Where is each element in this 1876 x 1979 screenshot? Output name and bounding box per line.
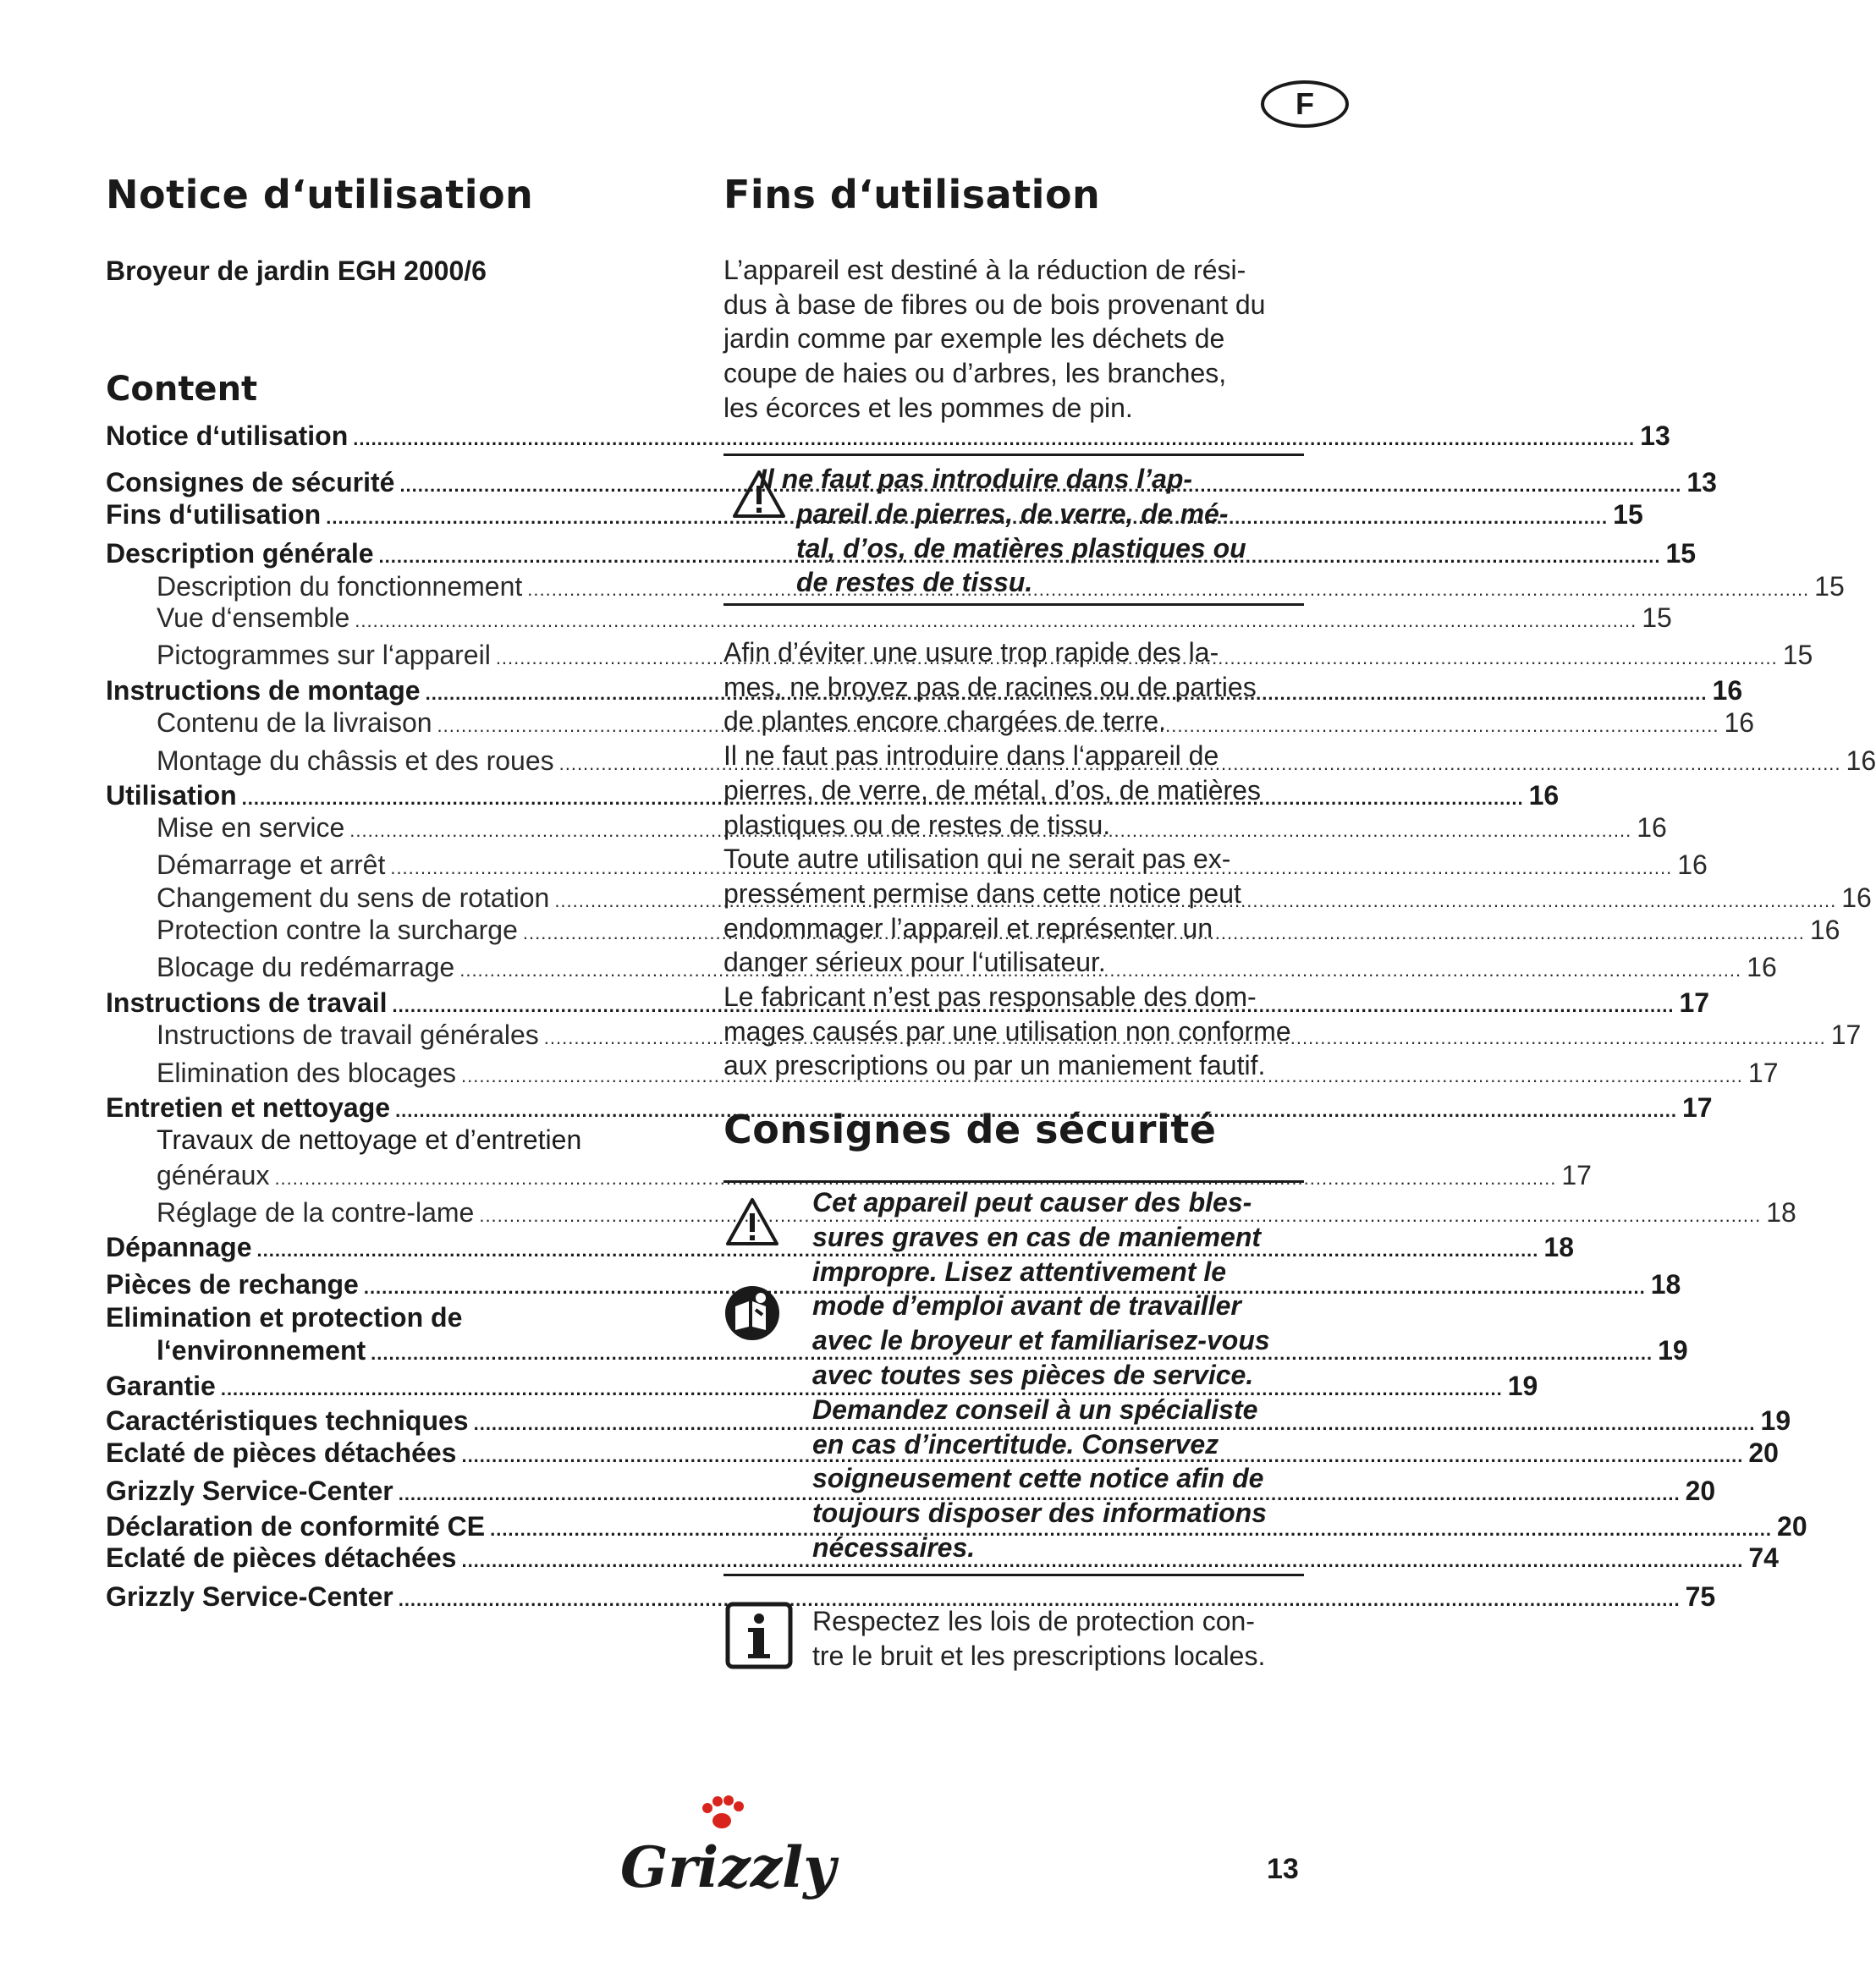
toc-entry-page: 16 <box>1724 707 1755 738</box>
toc-entry-label: Changement du sens de rotation <box>157 882 550 913</box>
toc-entry-label: Réglage de la contre-lame <box>157 1197 475 1228</box>
toc-entry-label: Caractéristiques techniques <box>106 1405 469 1436</box>
text-line: en cas d’incertitude. Conservez <box>812 1428 1219 1460</box>
toc-entry-label: Contenu de la livraison <box>157 707 432 738</box>
toc-entry-page: 16 <box>1747 952 1777 982</box>
info-noise-laws <box>812 1604 1265 1673</box>
toc-entry-page: 20 <box>1777 1511 1807 1542</box>
text-line: mode d’emploi avant de travailler <box>812 1290 1241 1322</box>
toc-entry-page: 16 <box>1528 780 1560 811</box>
page-number: 13 <box>1267 1853 1299 1885</box>
text-line: sures graves en cas de maniement <box>812 1221 1262 1252</box>
toc-entry[interactable] <box>106 1092 1713 1126</box>
product-subtitle: Broyeur de jardin EGH 2000/6 <box>106 256 487 286</box>
toc-entry-label: Pièces de rechange <box>106 1269 359 1300</box>
toc-entry[interactable] <box>157 602 1672 636</box>
toc-leader-dots <box>355 612 1637 630</box>
toc-entry-page: 15 <box>1665 538 1697 569</box>
text-line: Toute autre utilisation qui ne serait pas ex- <box>723 844 1231 875</box>
text-line: mes, ne broyez pas de racines ou de parties <box>723 671 1257 702</box>
toc-entry-page: 75 <box>1685 1581 1716 1612</box>
toc-entry-label: Consignes de sécurité <box>106 467 395 497</box>
text-line: danger sérieux pour l‘utilisateur. <box>723 947 1106 978</box>
text-line: aux prescriptions ou par un maniement fautif. <box>723 1050 1266 1081</box>
text-line: coupe de haies ou d’arbres, les branches, <box>723 358 1227 389</box>
intro-paragraph <box>723 253 1265 426</box>
toc-entry-label-part: Travaux de nettoyage et d’entretien <box>157 1124 582 1155</box>
logo-wordmark: Grizzly <box>620 1834 836 1900</box>
text-line: endommager l’appareil et représenter un <box>723 912 1213 943</box>
text-line: Afin d’éviter une usure trop rapide des la- <box>723 637 1219 668</box>
toc-entry-page: 13 <box>1640 421 1670 451</box>
toc-entry-label: Démarrage et arrêt <box>157 849 386 880</box>
toc-entry-label: Eclaté de pièces détachées <box>106 1438 457 1468</box>
toc-entry-page: 19 <box>1658 1335 1688 1366</box>
divider <box>723 603 1304 606</box>
toc-entry-label: Pictogrammes sur l‘appareil <box>157 640 491 670</box>
divider <box>723 454 1304 456</box>
toc-heading: Content <box>106 370 258 409</box>
usage-paragraph <box>723 635 1291 1083</box>
warning-triangle-icon <box>725 1197 779 1246</box>
text-line: les écorces et les pommes de pin. <box>723 392 1133 423</box>
text-line: pareil de pierres, de verre, de mé- <box>796 497 1229 529</box>
toc-entry-label: Instructions de travail générales <box>157 1020 539 1050</box>
toc-entry-label: généraux <box>157 1160 270 1190</box>
text-line: nécessaires. <box>812 1531 976 1563</box>
page-title: Notice d‘utilisation <box>106 172 534 217</box>
toc-entry-label: Description générale <box>106 538 374 569</box>
toc-entry-label: Mise en service <box>157 812 345 843</box>
toc-leader-dots <box>353 430 1635 448</box>
grizzly-logo <box>613 1792 836 1906</box>
toc-entry-label: Fins d‘utilisation <box>106 499 322 530</box>
text-line: Respectez les lois de protection con- <box>812 1606 1255 1636</box>
text-line: de restes de tissu. <box>796 567 1033 598</box>
divider <box>723 1180 1304 1183</box>
section-title-safety: Consignes de sécurité <box>723 1107 1217 1152</box>
toc-entry-page: 15 <box>1814 571 1845 602</box>
toc-entry-label: Vue d‘ensemble <box>157 602 350 633</box>
toc-entry-page: 15 <box>1613 499 1643 530</box>
section-title-fins: Fins d‘utilisation <box>723 172 1101 217</box>
toc-entry-page: 17 <box>1561 1160 1592 1190</box>
text-line: plastiques ou de restes de tissu. <box>723 809 1111 840</box>
toc-entry-page: 19 <box>1760 1405 1791 1436</box>
text-line: soigneusement cette notice afin de <box>812 1463 1264 1494</box>
toc-entry-label: Instructions de montage <box>106 675 421 706</box>
toc-entry-page: 17 <box>1830 1020 1862 1050</box>
toc-entry-page: 16 <box>1677 849 1708 880</box>
toc-entry-label: Protection contre la surcharge <box>157 915 518 945</box>
language-badge: F <box>1261 80 1349 128</box>
toc-entry-page: 18 <box>1766 1197 1796 1228</box>
text-line: Demandez conseil à un spécialiste <box>812 1394 1258 1425</box>
text-line: Il ne faut pas introduire dans l‘appareil de <box>723 740 1219 772</box>
toc-entry-page: 16 <box>1637 812 1667 843</box>
text-line: pierres, de verre, de métal, d’os, de matières <box>723 774 1261 805</box>
text-line: tal, d’os, de matières plastiques ou <box>796 532 1246 563</box>
toc-entry-page: 18 <box>1650 1269 1681 1300</box>
toc-entry[interactable] <box>106 421 1670 454</box>
toc-entry-label: Grizzly Service-Center <box>106 1476 393 1506</box>
toc-entry-label: Garantie <box>106 1371 216 1401</box>
toc-entry-page: 15 <box>1782 640 1813 670</box>
toc-entry-page: 19 <box>1507 1371 1538 1401</box>
toc-entry-label: Elimination des blocages <box>157 1058 456 1088</box>
toc-entry-page: 18 <box>1543 1232 1574 1262</box>
text-line: dus à base de fibres ou de bois provenant du <box>723 289 1266 320</box>
read-manual-icon <box>723 1284 781 1342</box>
toc-entry-page: 13 <box>1686 467 1717 497</box>
toc-entry-label: Description du fonctionnement <box>157 571 523 602</box>
toc-entry-page: 16 <box>1846 745 1876 776</box>
text-line: Il ne faut pas introduire dans l’ap- <box>759 464 1193 494</box>
toc-entry-label: Grizzly Service-Center <box>106 1581 393 1612</box>
toc-entry-label: Déclaration de conformité CE <box>106 1511 486 1542</box>
toc-entry-page: 16 <box>1809 915 1840 945</box>
toc-entry-page: 20 <box>1748 1438 1779 1468</box>
toc-entry-page: 74 <box>1748 1542 1779 1573</box>
toc-entry-label: Blocage du redémarrage <box>157 952 455 982</box>
toc-entry-label: Instructions de travail <box>106 987 388 1018</box>
toc-entry-page: 16 <box>1841 882 1872 913</box>
text-line: Le fabricant n’est pas responsable des dom- <box>723 981 1257 1013</box>
toc-entry-label: Utilisation <box>106 780 237 811</box>
text-line: avec toutes ses pièces de service. <box>812 1359 1254 1390</box>
toc-entry-label-part: Elimination et protection de <box>106 1302 463 1333</box>
toc-entry-label: Entretien et nettoyage <box>106 1092 391 1123</box>
toc-entry-label: Dépannage <box>106 1232 252 1262</box>
toc-entry[interactable] <box>157 1160 1592 1194</box>
text-line: avec le broyeur et familiarisez-vous <box>812 1325 1270 1356</box>
text-line: impropre. Lisez attentivement le <box>812 1256 1227 1287</box>
divider <box>723 1574 1304 1576</box>
toc-entry-page: 20 <box>1685 1476 1716 1506</box>
toc-entry-page: 16 <box>1712 675 1743 706</box>
toc-entry-label: Montage du châssis et des roues <box>157 745 554 776</box>
text-line: L’appareil est destiné à la réduction de rési- <box>723 255 1246 285</box>
toc-entry-page: 15 <box>1642 602 1672 633</box>
warning-no-foreign-objects <box>749 462 1246 600</box>
info-icon <box>725 1602 793 1669</box>
toc-entry-page: 17 <box>1747 1058 1779 1088</box>
text-line: jardin comme par exemple les déchets de <box>723 323 1225 355</box>
toc-entry-page: 17 <box>1679 987 1710 1018</box>
text-line: pressément permise dans cette notice peut <box>723 877 1241 909</box>
text-line: toujours disposer des informations <box>812 1498 1267 1529</box>
toc-entry-label: Notice d‘utilisation <box>106 421 349 451</box>
text-line: mages causés par une utilisation non conforme <box>723 1015 1291 1047</box>
warning-read-manual <box>812 1185 1270 1565</box>
text-line: tre le bruit et les prescriptions locales. <box>812 1640 1266 1671</box>
paw-icon <box>613 1792 836 1902</box>
toc-entry-label: Eclaté de pièces détachées <box>106 1542 457 1573</box>
toc-entry-label: l‘environnement <box>157 1335 366 1366</box>
toc-entry-page: 17 <box>1681 1092 1713 1123</box>
toc-entry[interactable] <box>106 1581 1716 1615</box>
text-line: de plantes encore chargées de terre. <box>723 706 1166 737</box>
text-line: Cet appareil peut causer des bles- <box>812 1187 1252 1218</box>
